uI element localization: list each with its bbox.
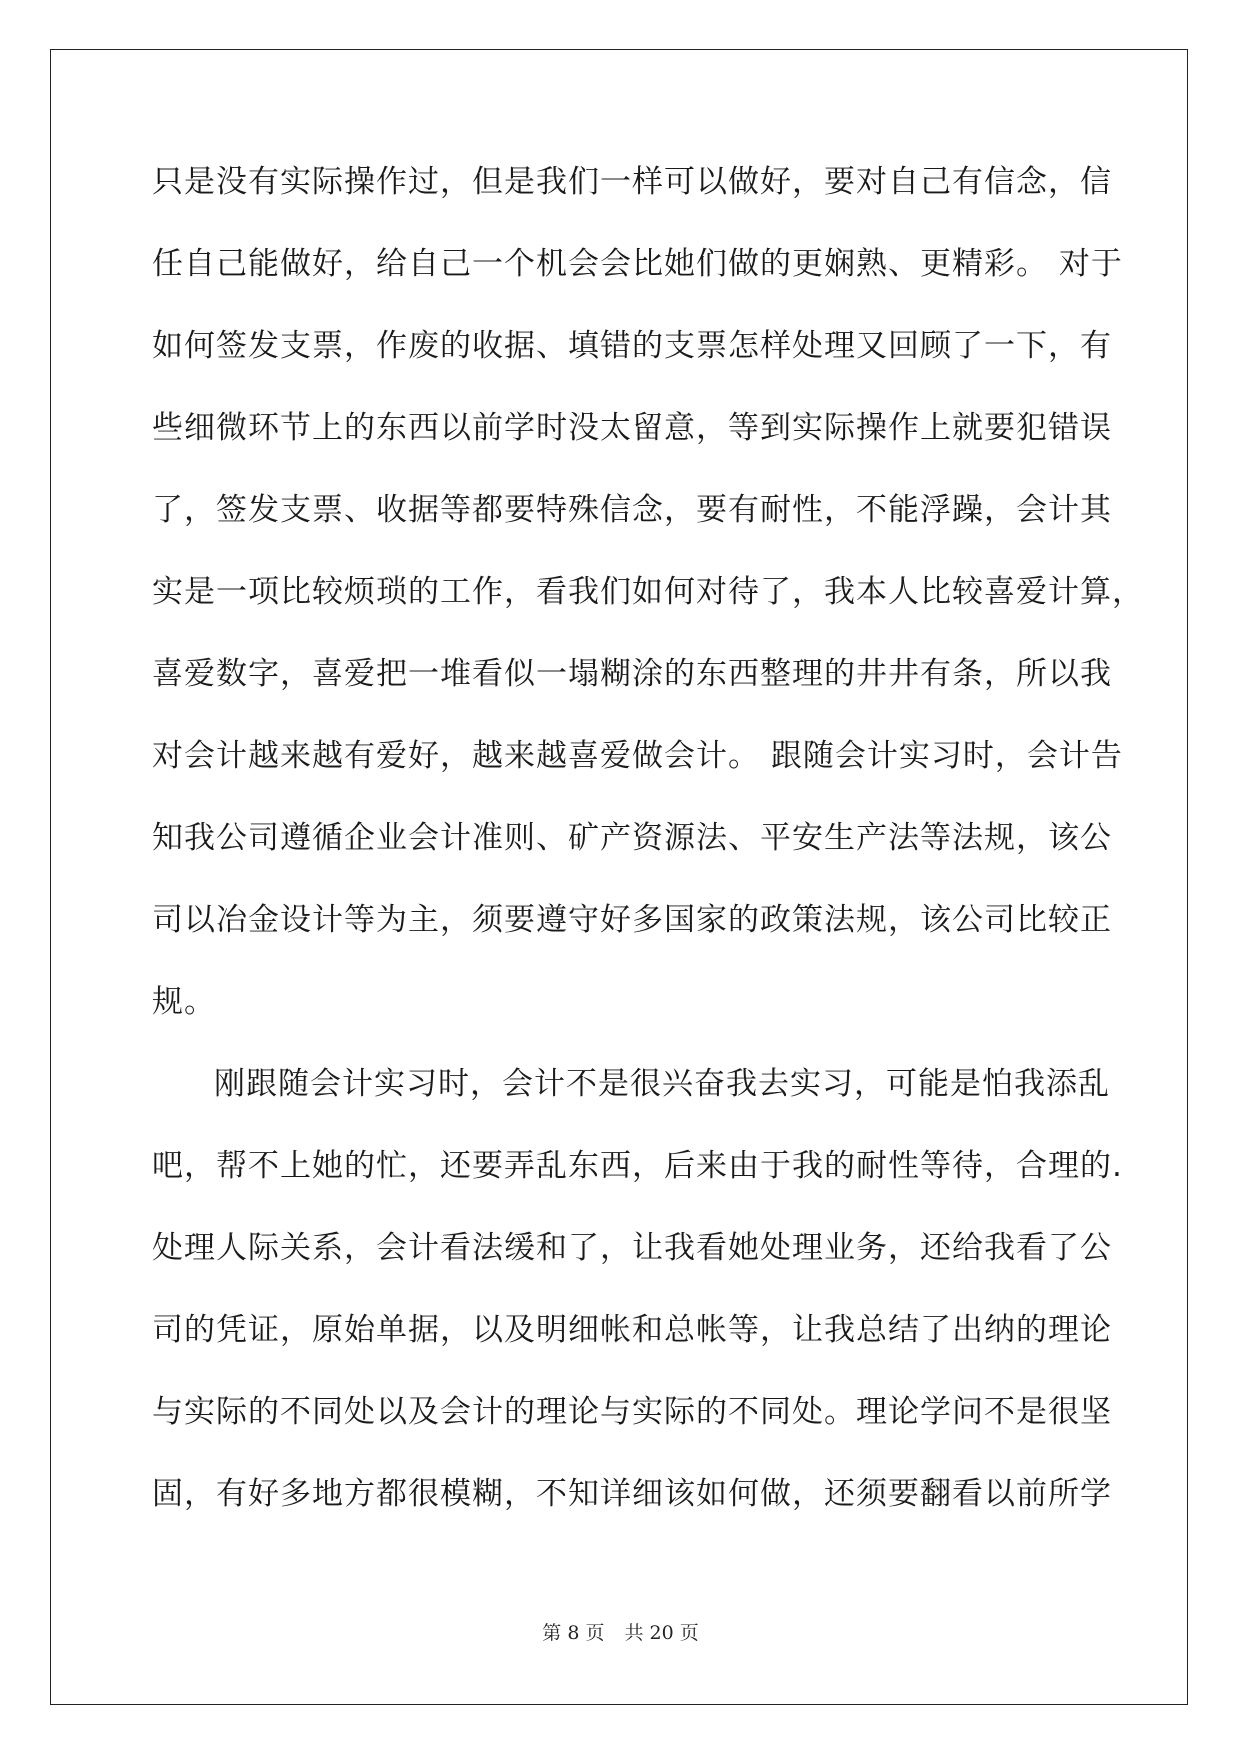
text-line: 些细微环节上的东西以前学时没太留意，等到实际操作上就要犯错误	[152, 410, 1112, 446]
text-line: 司以冶金设计等为主，须要遵守好多国家的政策法规，该公司比较正	[152, 902, 1112, 938]
text-line: 规。	[152, 984, 216, 1020]
text-line: 吧，帮不上她的忙，还要弄乱东西，后来由于我的耐性等待，合理的.	[152, 1148, 1123, 1184]
paragraph-2	[152, 1064, 1123, 1556]
text-line: 处理人际关系，会计看法缓和了，让我看她处理业务，还给我看了公	[152, 1230, 1112, 1266]
text-line: 对会计越来越有爱好，越来越喜爱做会计。 跟随会计实习时，会计告	[152, 738, 1123, 774]
document-body	[152, 162, 1144, 1556]
text-line: 如何签发支票，作废的收据、填错的支票怎样处理又回顾了一下，有	[152, 328, 1112, 364]
text-line: 刚跟随会计实习时，会计不是很兴奋我去实习，可能是怕我添乱	[214, 1066, 1110, 1102]
text-line: 任自己能做好，给自己一个机会会比她们做的更娴熟、更精彩。 对于	[152, 246, 1123, 282]
text-line: 与实际的不同处以及会计的理论与实际的不同处。理论学问不是很坚	[152, 1394, 1112, 1430]
text-line: 实是一项比较烦琐的工作，看我们如何对待了，我本人比较喜爱计算，	[152, 574, 1144, 610]
page-number: 第 8 页	[542, 1622, 605, 1644]
text-line: 固，有好多地方都很模糊，不知详细该如何做，还须要翻看以前所学	[152, 1476, 1112, 1512]
text-line: 喜爱数字，喜爱把一堆看似一塌糊涂的东西整理的井井有条，所以我	[152, 656, 1112, 692]
page-total: 共 20 页	[624, 1622, 699, 1644]
text-line: 只是没有实际操作过，但是我们一样可以做好，要对自己有信念，信	[152, 164, 1112, 200]
text-line: 知我公司遵循企业会计准则、矿产资源法、平安生产法等法规，该公	[152, 820, 1112, 856]
text-line: 司的凭证，原始单据，以及明细帐和总帐等，让我总结了出纳的理论	[152, 1312, 1112, 1348]
paragraph-1	[152, 162, 1144, 1064]
page-footer	[0, 1618, 1241, 1645]
text-line: 了，签发支票、收据等都要特殊信念，要有耐性，不能浮躁，会计其	[152, 492, 1112, 528]
